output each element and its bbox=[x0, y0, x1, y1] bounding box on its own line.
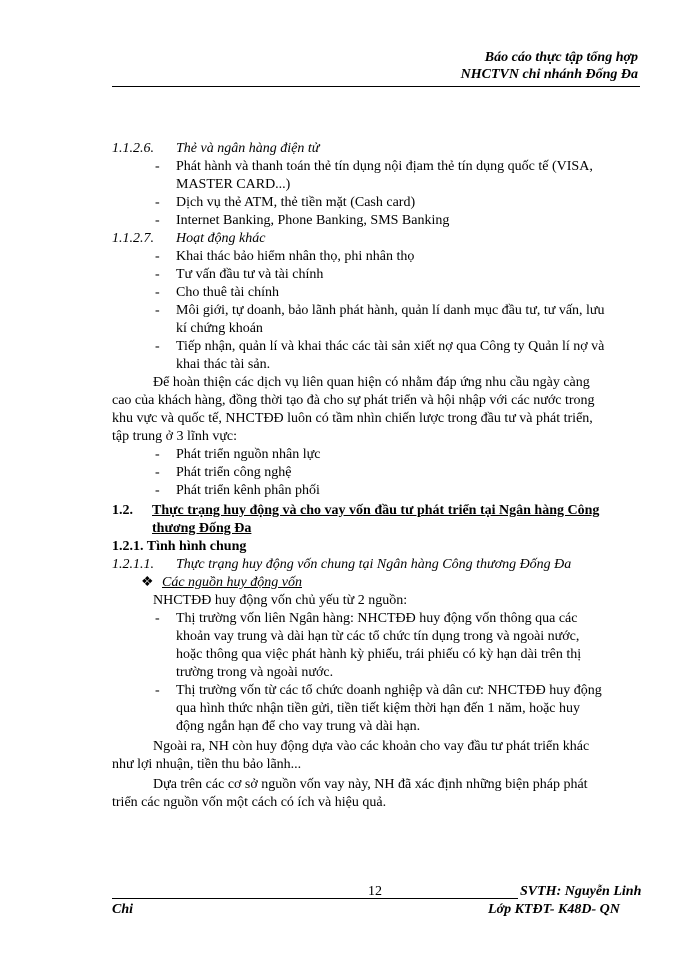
header-rule bbox=[112, 86, 640, 87]
bullet-dash: - bbox=[155, 465, 160, 480]
list-item: Phát triển nguồn nhân lực bbox=[176, 447, 321, 462]
list-item: Cho thuê tài chính bbox=[176, 285, 280, 300]
list-item: Thị trường vốn từ các tổ chức doanh nghiệp và dân cư: NHCTĐĐ huy động bbox=[176, 683, 602, 698]
section-title: Hoạt động khác bbox=[176, 231, 266, 246]
paragraph-line: tập trung ở 3 lĩnh vực: bbox=[112, 429, 238, 444]
bullet-dash: - bbox=[155, 339, 160, 354]
list-item-continued: qua hình thức nhận tiền gửi, tiền tiết kiệm thời hạn đến 1 năm, hoặc huy bbox=[176, 701, 580, 716]
bullet-dash: - bbox=[155, 267, 160, 282]
section-heading-continued: thương Đống Đa bbox=[152, 521, 252, 536]
list-item: Tiếp nhận, quản lí và khai thác các tài sản xiết nợ qua Công ty Quản lí nợ và bbox=[176, 339, 605, 354]
page-number: 12 bbox=[368, 884, 382, 899]
list-item-continued: kí chứng khoán bbox=[176, 321, 263, 336]
paragraph-line: NHCTĐĐ huy động vốn chủ yếu từ 2 nguồn: bbox=[153, 593, 408, 608]
list-item: Internet Banking, Phone Banking, SMS Banking bbox=[176, 213, 450, 228]
bullet-dash: - bbox=[155, 249, 160, 264]
diamond-bullet-icon: ❖ bbox=[141, 575, 154, 590]
list-item: Dịch vụ thẻ ATM, thẻ tiền mặt (Cash card) bbox=[176, 195, 416, 210]
section-title: Thẻ và ngân hàng điện tử bbox=[176, 141, 320, 156]
list-item-continued: hoặc thông qua việc phát hành kỳ phiếu, trái phiếu có kỳ hạn dài trên thị bbox=[176, 647, 582, 662]
list-item-continued: khai thác tài sản. bbox=[176, 357, 271, 372]
footer-rule bbox=[112, 898, 518, 899]
paragraph-line: Dựa trên các cơ sở nguồn vốn vay này, NH đã xác định những biện pháp phát bbox=[153, 777, 588, 792]
paragraph-line: khu vực và quốc tế, NHCTĐĐ luôn có tầm nhìn chiến lược trong đầu tư và phát triển, bbox=[112, 411, 593, 426]
paragraph-line: triển các nguồn vốn một cách có ích và hiệu quả. bbox=[112, 795, 387, 810]
bullet-dash: - bbox=[155, 213, 160, 228]
list-item: Môi giới, tự doanh, bảo lãnh phát hành, quản lí danh mục đầu tư, tư vấn, lưu bbox=[176, 303, 605, 318]
section-number: 1.2.1.1. bbox=[112, 557, 154, 572]
subsection-heading: 1.2.1. Tình hình chung bbox=[112, 539, 247, 554]
list-item-continued: khoản vay trung và dài hạn từ các tổ chức tín dụng trong và ngoài nước, bbox=[176, 629, 580, 644]
list-item: Thị trường vốn liên Ngân hàng: NHCTĐĐ huy động vốn thông qua các bbox=[176, 611, 578, 626]
footer-class: Lớp KTĐT- K48D- QN bbox=[488, 902, 620, 917]
bullet-dash: - bbox=[155, 303, 160, 318]
subheading: Các nguồn huy động vốn bbox=[162, 575, 302, 590]
list-item: Tư vấn đầu tư và tài chính bbox=[176, 267, 324, 282]
list-item-continued: MASTER CARD...) bbox=[176, 177, 291, 192]
bullet-dash: - bbox=[155, 195, 160, 210]
footer-author-continued: Chi bbox=[112, 902, 134, 917]
list-item-continued: trường trong và ngoài nước. bbox=[176, 665, 334, 680]
list-item: Phát triển kênh phân phối bbox=[176, 483, 320, 498]
footer-author: SVTH: Nguyễn Linh bbox=[520, 884, 642, 899]
list-item-continued: động ngắn hạn để cho vay trung và dài hạn. bbox=[176, 719, 421, 734]
header-title: Báo cáo thực tập tổng hợp bbox=[484, 50, 638, 65]
section-title: Thực trạng huy động vốn chung tại Ngân hàng Công thương Đống Đa bbox=[176, 557, 572, 572]
bullet-dash: - bbox=[155, 159, 160, 174]
bullet-dash: - bbox=[155, 611, 160, 626]
bullet-dash: - bbox=[155, 447, 160, 462]
section-number: 1.1.2.7. bbox=[112, 231, 154, 246]
paragraph-line: như lợi nhuận, tiền thu bảo lãnh... bbox=[112, 757, 302, 772]
list-item: Phát triển công nghệ bbox=[176, 465, 292, 480]
section-number: 1.1.2.6. bbox=[112, 141, 154, 156]
paragraph-line: cao của khách hàng, đồng thời tạo đà cho sự phát triển và hội nhập với các nước trong bbox=[112, 393, 595, 408]
bullet-dash: - bbox=[155, 483, 160, 498]
bullet-dash: - bbox=[155, 683, 160, 698]
header-subtitle: NHCTVN chi nhánh Đống Đa bbox=[460, 67, 638, 82]
paragraph-line: Để hoàn thiện các dịch vụ liên quan hiện có nhằm đáp ứng nhu cầu ngày càng bbox=[153, 375, 590, 390]
bullet-dash: - bbox=[155, 285, 160, 300]
section-heading: Thực trạng huy động và cho vay vốn đầu tư phát triển tại Ngân hàng Công bbox=[152, 503, 600, 518]
paragraph-line: Ngoài ra, NH còn huy động dựa vào các khoản cho vay đầu tư phát triển khác bbox=[153, 739, 590, 754]
list-item: Phát hành và thanh toán thẻ tín dụng nội địam thẻ tín dụng quốc tế (VISA, bbox=[176, 159, 593, 174]
section-number: 1.2. bbox=[112, 503, 133, 518]
list-item: Khai thác bảo hiểm nhân thọ, phi nhân thọ bbox=[176, 249, 415, 264]
